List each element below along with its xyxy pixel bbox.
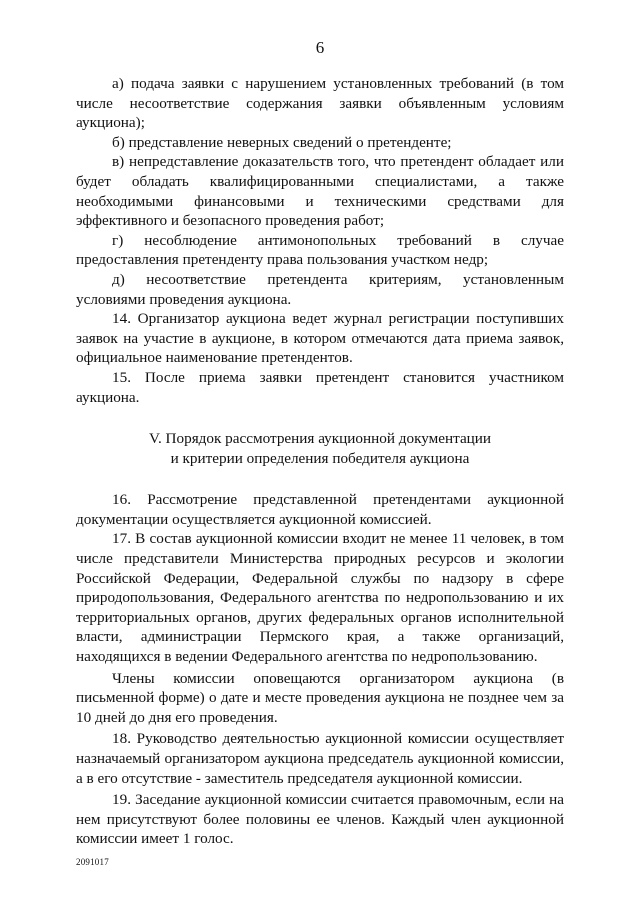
- paragraph-18: 18. Руководство деятельностью аукционной комиссии осуществляет назначаемый организатором аукциона председатель аукционной комиссии, а в его отсутствие - заместитель председателя аукционной комиссии.: [76, 730, 564, 787]
- section-heading-line-1: V. Порядок рассмотрения аукционной документации: [148, 430, 492, 448]
- page-number: 6: [315, 38, 325, 57]
- paragraph-16: 16. Рассмотрение представленной претендентами аукционной документации осуществляется аукционной комиссией.: [76, 491, 564, 528]
- paragraph-g: г) несоблюдение антимонопольных требований в случае предоставления претенденту права пользования участком недр;: [76, 231, 564, 269]
- document-body: [76, 74, 564, 849]
- paragraph-a: а) подача заявки с нарушением установленных требований (в том числе несоответствие содержания заявки объявленным условиям аукциона);: [76, 75, 564, 132]
- paragraph-members: Члены комиссии оповещаются организатором аукциона (в письменной форме) о дате и месте проведения аукциона не позднее чем за 10 дней до дня его проведения.: [76, 669, 564, 726]
- paragraph-d: д) несоответствие претендента критериям, установленным условиями проведения аукциона.: [76, 270, 564, 308]
- paragraph-19: 19. Заседание аукционной комиссии считается правомочным, если на нем присутствуют более половины ее членов. Каждый член аукционной комиссии имеет 1 голос.: [76, 791, 564, 848]
- paragraph-v: в) непредставление доказательств того, что претендент обладает или будет обладать квалифицированными специалистами, а также необходимыми финансовыми и техническими средствами для эффективного и безопасного проведения работ;: [76, 153, 564, 230]
- paragraph-15: 15. После приема заявки претендент становится участником аукциона.: [76, 368, 564, 406]
- section-heading-line-2: и критерии определения победителя аукциона: [170, 449, 470, 467]
- paragraph-17: 17. В состав аукционной комиссии входит не менее 11 человек, в том числе представители Министерства природных ресурсов и экологии Российской Федерации, Федеральной службы по надзору в сфере природопользования, Федерального агентства по недропользованию и их территориальных органов, других федеральных органов исполнительной власти, администрации Пермского края, а также организаций, находящихся в ведении Федерального агентства по недропользованию.: [76, 530, 564, 666]
- section-heading: [76, 429, 564, 468]
- paragraph-14: 14. Организатор аукциона ведет журнал регистрации поступивших заявок на участие в аукционе, в котором отмечаются дата приема заявок, официальное наименование претендентов.: [76, 310, 564, 367]
- paragraph-b: б) представление неверных сведений о претенденте;: [112, 133, 452, 151]
- footer-document-code: 2091017: [76, 857, 109, 867]
